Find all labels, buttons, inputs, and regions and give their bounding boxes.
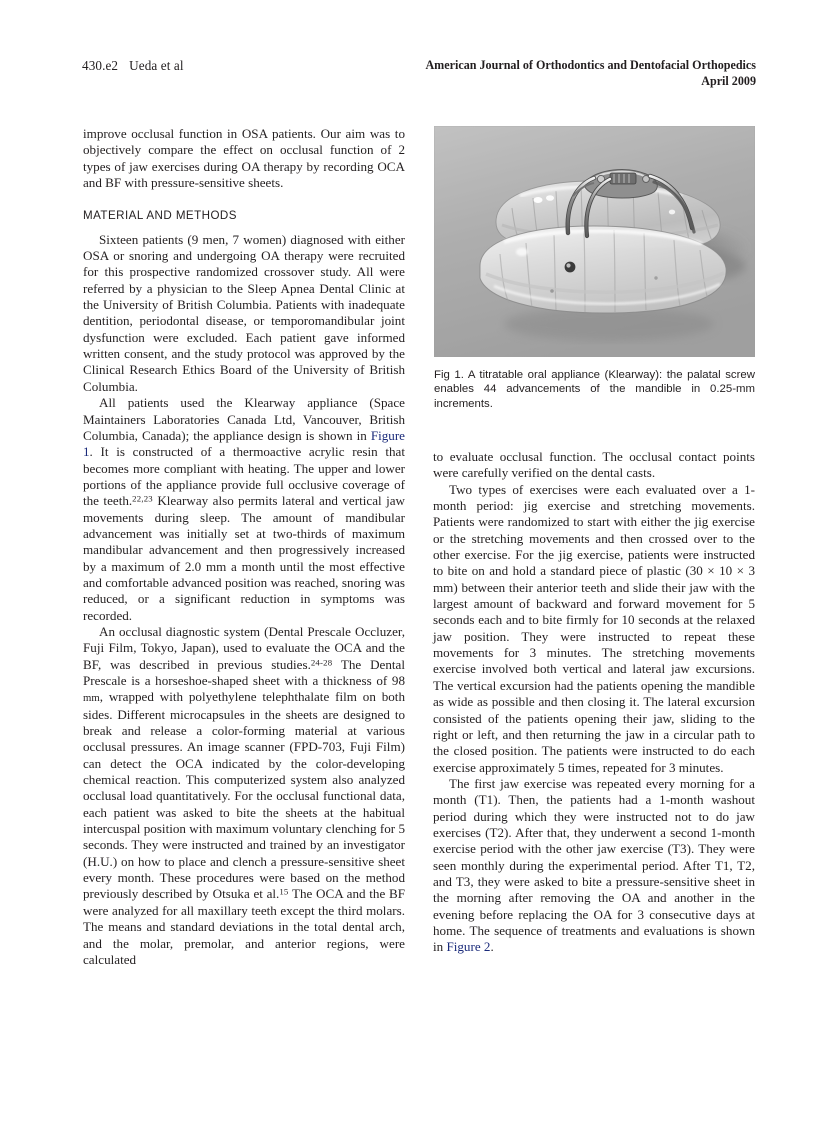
paragraph-prescale-system: [83, 624, 405, 968]
left-text-column: [83, 126, 405, 968]
journal-title: American Journal of Orthodontics and Dentofacial Orthopedics: [425, 58, 756, 72]
xref-figure-1[interactable]: Figure 1: [83, 427, 405, 460]
paragraph-appliance-part-c: Klearway also permits lateral and vertical jaw movements during sleep. The amount of mandibular advancement was initially set at two-thirds of maximum mandibular advancement and then progressively increased by a maximum of 2.0 mm a month until the most effective and comfortable advanced position was reached, snoring was reduced, or a significant reduction in symptoms was recorded.: [83, 493, 405, 623]
figure-1-caption-text: A titratable oral appliance (Klearway): the palatal screw enables 44 advancements of the mandible in 0.25-mm increments.: [434, 369, 755, 410]
running-head-right: [425, 58, 756, 89]
page-folio: 430.e2: [82, 58, 119, 73]
paragraph-prescale-part-c: , wrapped with polyethylene telephthalate film on both sides. Different microcapsules in the sheets are designed to break and release a color-forming material at various occlusal pressures. An image scanner (FPD-703, Fuji Film) can detect the OCA indicated by the color-developing chemical reaction. This computerized system also analyzed occlusal load quantitatively. For the occlusal functional data, each patient was asked to bite the sheets at the habitual intercuspal position with maximum voluntary clenching for 5 seconds. They were instructed and trained by an investigator (H.U.) on how to place and clench a pressure-sensitive sheet every month. These procedures were based on the method previously described by Otsuka et al.: [83, 689, 405, 902]
paragraph-prescale-part-d: The OCA and the BF were analyzed for all maxillary teeth except the third molars. The means and standard deviations in the total dental arch, and the molar, premolar, and anterior regions, were calculated: [83, 886, 405, 967]
running-head-left: [82, 58, 184, 74]
paragraph-exercise-types: Two types of exercises were each evaluated over a 1-month period: jig exercise and stretching movements. Patients were randomized to start with either the jig exercise or the stretching movements and then crossed over to the other exercise. For the jig exercise, patients were instructed to bite on and hold a standard piece of plastic (30 × 10 × 3 mm) between their anterior teeth and slide their jaw with the largest amount of backward and forward movement for 5 seconds each and to bite firmly for 10 seconds at the relaxed jaw position. They were instructed to repeat these movements for 3 minutes. The stretching movements exercise involved both vertical and lateral jaw excursions. The vertical excursion had the patients opening the mandible as wide as possible and then closing it. The lateral excursion consisted of the patients opening their jaw, sliding to the right or left, and then returning the jaw in a circular path to the closed position. The patients were instructed to do each exercise approximately 5 times, repeated for 3 minutes.: [433, 481, 755, 775]
paragraph-participants: Sixteen patients (9 men, 7 women) diagnosed with either OSA or snoring and undergoing OA therapy were recruited for this prospective randomized crossover study. All were referred by a physician to the Sleep Apnea Dental Clinic at the University of British Columbia. Patients with inadequate dentition, periodontal disease, or temporomandibular joint dysfunction were excluded. Each patient gave informed written consent, and the study protocol was approved by the Clinical Research Ethics Board of the University of British Columbia.: [83, 231, 405, 394]
paragraph-timeline-part-a: The first jaw exercise was repeated every morning for a month (T1). Then, the patients had a 1-month washout period during which they were instructed not to do jaw exercises (T2). After that, they underwent a second 1-month exercise period with the other jaw exercise (T3). They were seen monthly during the experimental period. After T1, T2, and T3, they were asked to bite a pressure-sensitive sheet in the morning after removing the OA and another in the evening before replacing the OA for 3 consecutive days at home. The sequence of treatments and evaluations is shown in: [433, 775, 755, 955]
paragraph-prescale-part-b: The Dental Prescale is a horseshoe-shaped sheet with a thickness of 98: [83, 656, 405, 688]
paragraph-appliance-part-b: . It is constructed of a thermoactive acrylic resin that becomes more compliant with heating. The upper and lower portions of the appliance provide full occlusive coverage of the teeth.: [83, 444, 405, 509]
paragraph-prescale-part-a: An occlusal diagnostic system (Dental Prescale Occluzer, Fuji Film, Tokyo, Japan), used to evaluate the OCA and the BF, was described in previous studies.: [83, 623, 405, 672]
figure-1-caption: [434, 368, 755, 411]
running-head-authors: Ueda et al: [129, 58, 184, 73]
figure-1-image: [434, 126, 755, 357]
thickness-unit: mm: [83, 692, 100, 705]
paragraph-study-timeline: [433, 776, 755, 956]
paragraph-appliance-part-a: All patients used the Klearway appliance (Space Maintainers Laboratories Canada Ltd, Vancouver, British Columbia, Canada); the appliance design is shown in: [83, 395, 405, 443]
figure-1-block: [434, 126, 755, 411]
intro-paragraph: improve occlusal function in OSA patients. Our aim was to objectively compare the effect on occlusal function of 2 types of jaw exercises during OA therapy by recording OCA and BF with pressure-sensitive sheets.: [83, 126, 405, 191]
paragraph-timeline-part-b: .: [490, 939, 494, 955]
klearway-appliance-photo: [434, 126, 755, 357]
paragraph-appliance: [83, 395, 405, 624]
running-head: [82, 58, 756, 100]
xref-figure-2[interactable]: Figure 2: [446, 939, 491, 955]
section-heading-material-and-methods: MATERIAL AND METHODS: [83, 209, 237, 223]
reference-superscript-15: 15: [279, 886, 289, 897]
paragraph-occlusal-evaluation: to evaluate occlusal function. The occlusal contact points were carefully verified on the dental casts.: [433, 449, 755, 481]
reference-superscript-24-28: 24-28: [310, 656, 333, 667]
figure-1-label: Fig 1.: [434, 369, 464, 381]
right-text-column: [433, 449, 755, 956]
reference-superscript-22-23: 22,23: [132, 493, 153, 504]
journal-issue: April 2009: [701, 73, 756, 88]
